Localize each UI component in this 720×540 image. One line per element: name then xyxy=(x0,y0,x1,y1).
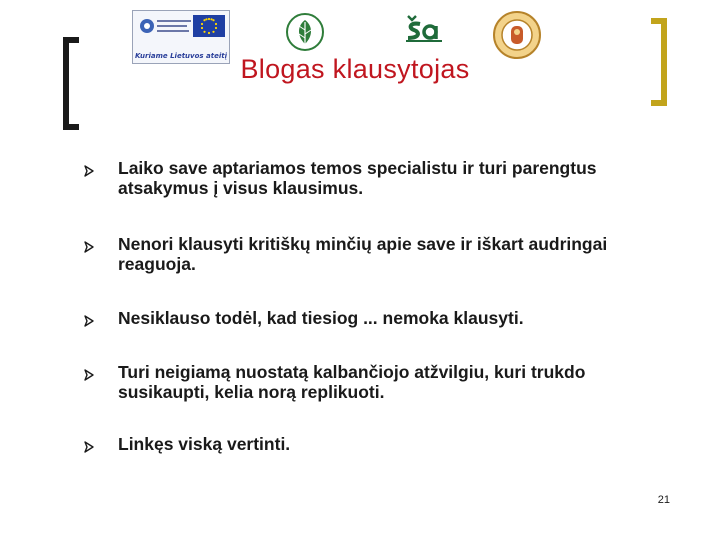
slide-title: Blogas klausytojas xyxy=(240,54,470,84)
arrow-bullet-icon xyxy=(82,164,96,178)
right-bracket-top xyxy=(651,18,667,24)
right-bracket-bar xyxy=(661,18,667,106)
right-bracket-bottom xyxy=(651,100,667,106)
bullet-text: Linkęs viską vertinti. xyxy=(118,434,291,454)
arrow-bullet-icon xyxy=(82,314,96,328)
eu-logo-caption: Kuriame Lietuvos ateitį xyxy=(135,52,227,60)
bullet-text: Nenori klausyti kritiškų minčių apie save ir iškart audringai reaguoja. xyxy=(118,234,608,274)
left-bracket-bottom xyxy=(63,124,79,130)
page-number: 21 xyxy=(657,494,670,506)
left-bracket-bar xyxy=(63,37,69,130)
arrow-bullet-icon xyxy=(82,240,96,254)
eu-flag-icon xyxy=(193,15,225,37)
sa-monogram-logo-icon xyxy=(400,10,446,46)
bullet-text: Laiko save aptariamos temos specialistu ir turi parengtus atsakymus į visus klausimus. xyxy=(118,158,597,198)
green-organization-logo-icon xyxy=(285,12,325,52)
arrow-bullet-icon xyxy=(82,440,96,454)
bullet-text: Turi neigiamą nuostatą kalbančiojo atžvilgiu, kuri trukdo susikaupti, kelia norą replikuoti. xyxy=(118,362,586,402)
bullet-text: Nesiklauso todėl, kad tiesiog ... nemoka klausyti. xyxy=(118,308,524,328)
school-emblem-logo-icon xyxy=(492,10,542,60)
arrow-bullet-icon xyxy=(82,368,96,382)
left-bracket-top xyxy=(63,37,79,43)
es-fondai-emblem-icon xyxy=(137,15,193,41)
